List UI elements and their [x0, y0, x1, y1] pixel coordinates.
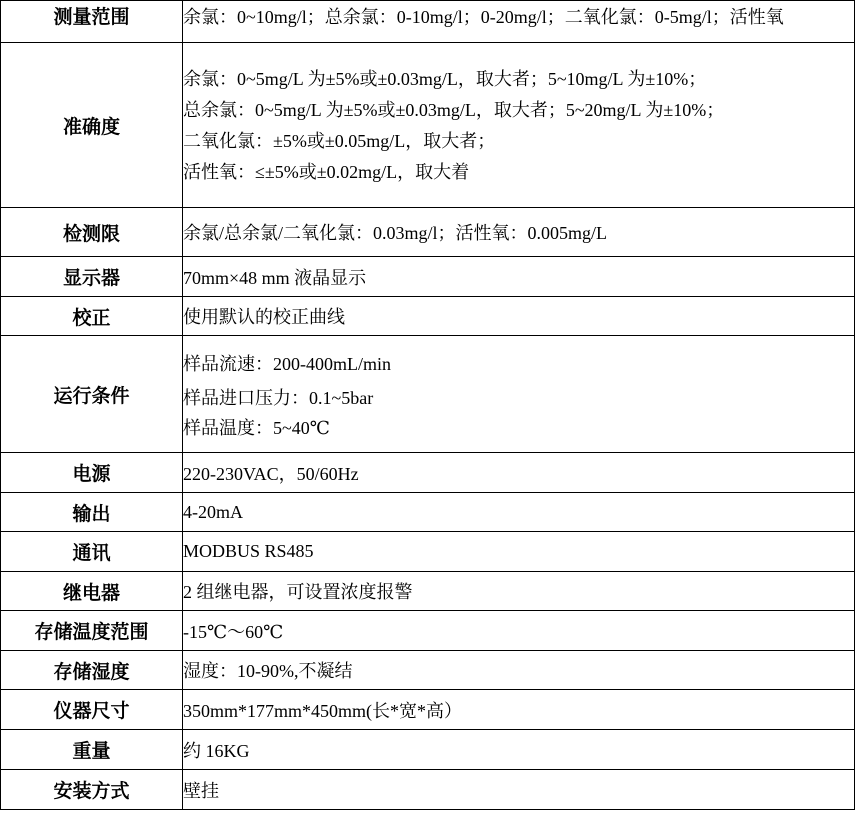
- row-label: 重量: [1, 730, 183, 770]
- value-line: 样品流速：200-400mL/min: [183, 354, 391, 374]
- row-value: 使用默认的校正曲线: [183, 297, 855, 336]
- table-row-storage-temperature: [1, 611, 855, 651]
- table-row-accuracy: [1, 43, 855, 208]
- row-label: 存储湿度: [1, 651, 183, 690]
- table-row-power: [1, 453, 855, 493]
- row-value: 壁挂: [183, 770, 855, 810]
- row-label: 运行条件: [1, 336, 183, 453]
- value-line: 总余氯：0~5mg/L 为±5%或±0.03mg/L，取大者；5~20mg/L 为±10%；: [183, 100, 725, 120]
- row-value: 70mm×48 mm 液晶显示: [183, 257, 855, 297]
- table-row-display: [1, 257, 855, 297]
- row-value: 220-230VAC，50/60Hz: [183, 453, 855, 493]
- table-row-operating-conditions: [1, 336, 855, 453]
- value-line: 样品进口压力：0.1~5bar: [183, 388, 374, 408]
- row-label: 存储温度范围: [1, 611, 183, 651]
- table-row-detection-limit: [1, 208, 855, 257]
- row-label: 显示器: [1, 257, 183, 297]
- value-line: 二氧化氯：±5%或±0.05mg/L，取大者；: [183, 131, 496, 151]
- row-label: 输出: [1, 493, 183, 532]
- row-value: 350mm*177mm*450mm(长*宽*高）: [183, 690, 855, 730]
- row-label: 电源: [1, 453, 183, 493]
- row-label: 测量范围: [1, 1, 183, 43]
- value-line: 活性氧：≤±5%或±0.02mg/L，取大着: [183, 162, 470, 182]
- row-value: [183, 43, 855, 208]
- table-row-calibration: [1, 297, 855, 336]
- row-label: 仪器尺寸: [1, 690, 183, 730]
- table-row-relay: [1, 572, 855, 611]
- table-row-installation: [1, 770, 855, 810]
- value-line: 余氯：0~5mg/L 为±5%或±0.03mg/L，取大者；5~10mg/L 为±10%；: [183, 69, 707, 89]
- row-value: 2 组继电器，可设置浓度报警: [183, 572, 855, 611]
- table-row-output: [1, 493, 855, 532]
- row-label: 校正: [1, 297, 183, 336]
- row-value: 余氯/总余氯/二氧化氯：0.03mg/l；活性氧：0.005mg/L: [183, 208, 855, 257]
- row-label: 准确度: [1, 43, 183, 208]
- table-row-weight: [1, 730, 855, 770]
- row-value: 湿度：10-90%,不凝结: [183, 651, 855, 690]
- table-row-dimensions: [1, 690, 855, 730]
- table-row-storage-humidity: [1, 651, 855, 690]
- row-label: 检测限: [1, 208, 183, 257]
- row-value: 余氯：0~10mg/l；总余氯：0-10mg/l；0-20mg/l；二氧化氯：0-5mg/l；活性氧: [183, 1, 855, 43]
- row-value: [183, 336, 855, 453]
- row-label: 安装方式: [1, 770, 183, 810]
- value-line: 样品温度：5~40℃: [183, 418, 330, 438]
- row-value: MODBUS RS485: [183, 532, 855, 572]
- row-label: 通讯: [1, 532, 183, 572]
- table-row-communication: [1, 532, 855, 572]
- row-value: 约 16KG: [183, 730, 855, 770]
- row-label: 继电器: [1, 572, 183, 611]
- table-row-measurement-range: [1, 1, 855, 43]
- row-value: -15℃～60℃: [183, 611, 855, 651]
- row-value: 4-20mA: [183, 493, 855, 532]
